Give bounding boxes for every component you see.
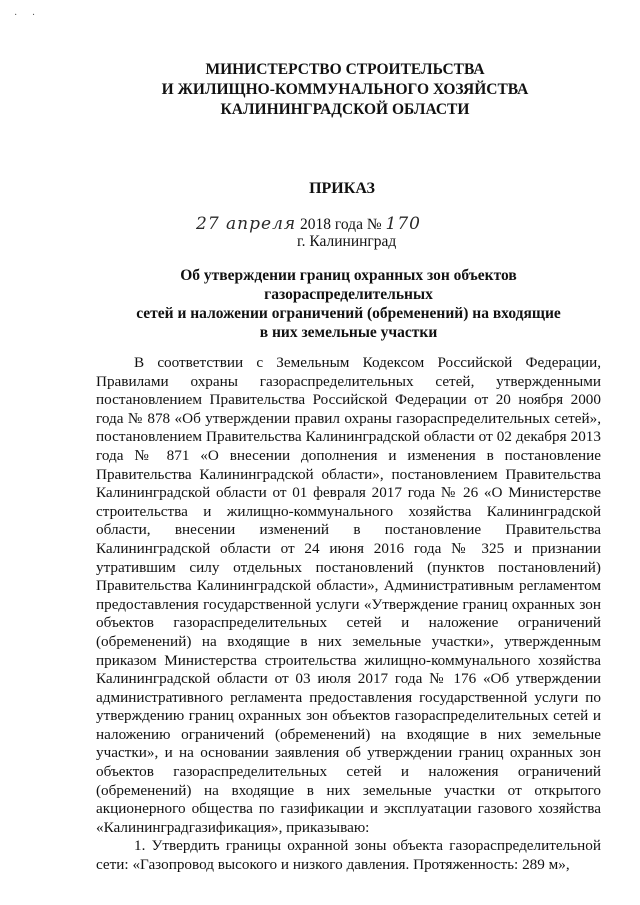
- order-title: ПРИКАЗ: [309, 180, 375, 197]
- order-date-line: [196, 214, 421, 235]
- subject-line-3: в них земельные участки: [259, 324, 438, 341]
- order-body: [96, 354, 601, 875]
- header-line-2: И ЖИЛИЩНО-КОММУНАЛЬНОГО ХОЗЯЙСТВА: [161, 81, 529, 98]
- corner-mark: · ·: [14, 10, 42, 21]
- handwritten-date: 27 апреля: [196, 214, 297, 234]
- order-subject: [96, 266, 601, 342]
- subject-line-2: сетей и наложении ограничений (обременений) на входящие: [136, 305, 561, 322]
- body-paragraph-item-1: 1. Утвердить границы охранной зоны объекта газораспределительной сети: «Газопровод высокого и низкого давления. Протяженность: 289 м»,: [96, 837, 601, 874]
- handwritten-number: 170: [385, 214, 421, 234]
- order-city: г. Калининград: [297, 233, 397, 250]
- header-line-1: МИНИСТЕРСТВО СТРОИТЕЛЬСТВА: [205, 61, 485, 78]
- header-line-3: КАЛИНИНГРАДСКОЙ ОБЛАСТИ: [220, 101, 470, 118]
- ministry-header: [0, 60, 640, 120]
- subject-line-1: Об утверждении границ охранных зон объектов газораспределительных: [180, 267, 517, 303]
- body-paragraph-preamble: В соответствии с Земельным Кодексом Российской Федерации, Правилами охраны газораспределительных сетей, утвержденными постановлением Правительства Российской Федерации от 20 ноября 2000 года № 878 «Об утверждении правил охраны газораспределительных сетей», постановлением Правительства Калининградской области от 02 декабря 2013 года № 871 «О внесении дополнения и изменения в постановление Правительства Калининградской области», постановлением Правительства Калининградской области от 01 февраля 2017 года № 26 «О Министерстве строительства и жилищно-коммунального хозяйства Калининградской области, внесении изменений в постановление Правительства Калининградской области от 24 июня 2016 года № 325 и признании утратившим силу отдельных постановлений (пунктов постановлений) Правительства Калининградской области», Административным регламентом предоставления государственной услуги «Утверждение границ охранных зон объектов газораспределительных сетей и наложение ограничений (обременений) на входящие в них земельные участки», утвержденным приказом Министерства строительства жилищно-коммунального хозяйства Калининградской области от 03 июля 2017 года № 176 «Об утверждении административного регламента предоставления государственной услуги по утверждению границ охранных зон объектов газораспределительных сетей и наложению ограничений (обременений) на входящие в них земельные участки», и на основании заявления об утверждении границ охранных зон объектов газораспределительных сетей и наложения ограничений (обременений) на входящие в них земельные участки от открытого акционерного общества по газификации и эксплуатации газового хозяйства «Калининградгазификация», приказываю:: [96, 354, 601, 836]
- order-year-label: 2018 года №: [296, 216, 386, 233]
